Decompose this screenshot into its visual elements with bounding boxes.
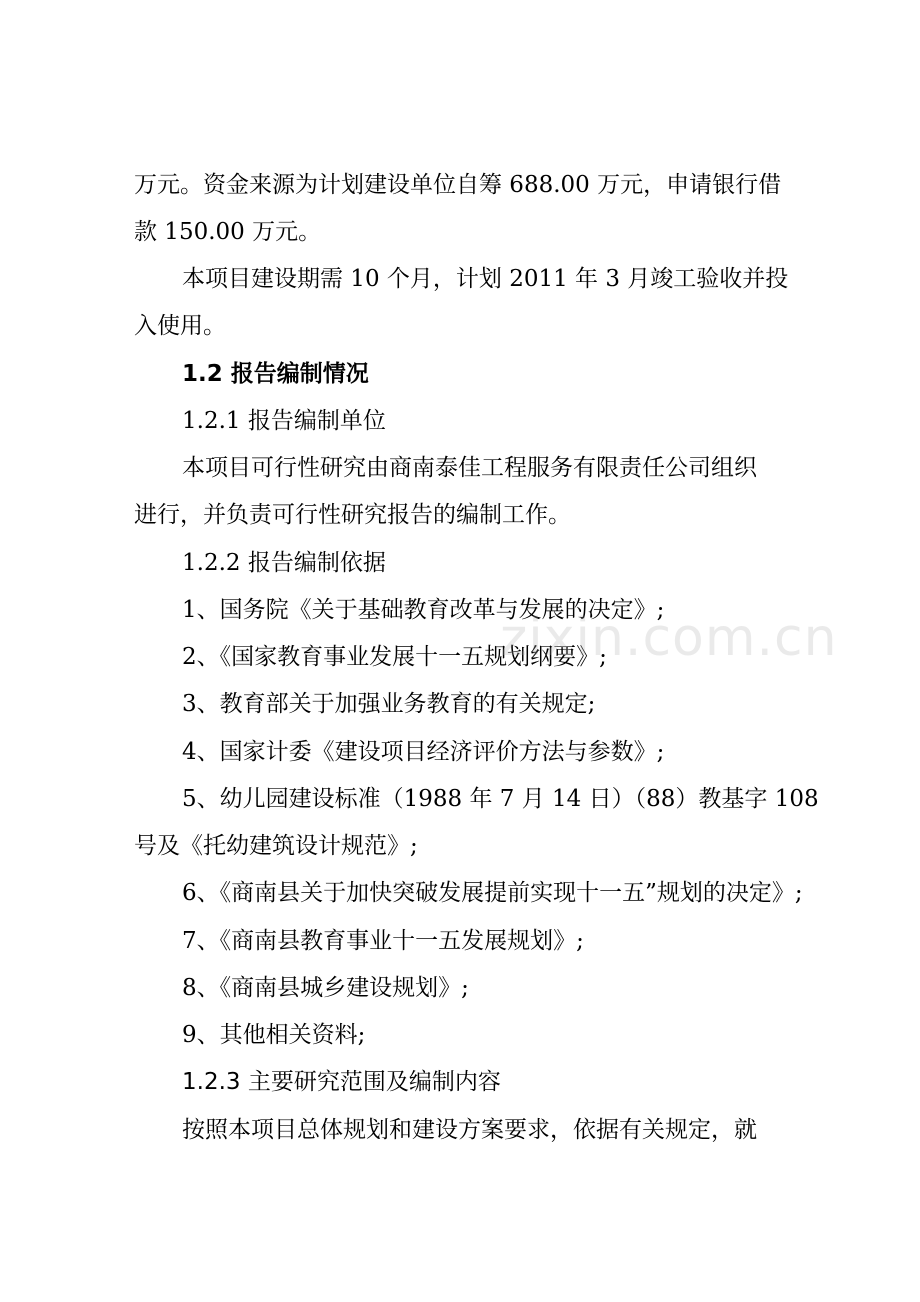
basis-item-4: 4、国家计委《建设项目经济评价方法与参数》;	[182, 739, 665, 765]
paragraph-unit-line-1: 本项目可行性研究由商南泰佳工程服务有限责任公司组织	[182, 455, 757, 481]
subsection-heading-1-2-3: 1.2.3 主要研究范围及编制内容	[182, 1069, 501, 1095]
paragraph-funding-line-1: 万元。资金来源为计划建设单位自筹 688.00 万元，申请银行借	[134, 172, 782, 198]
basis-item-6: 6、《商南县关于加快突破发展提前实现十一五”规划的决定》;	[182, 880, 803, 906]
basis-item-5: 5、幼儿园建设标准（1988 年 7 月 14 日）（88）教基字 108	[182, 786, 819, 812]
paragraph-unit-line-2: 进行，并负责可行性研究报告的编制工作。	[134, 502, 571, 528]
subsection-heading-1-2-1: 1.2.1 报告编制单位	[182, 408, 386, 434]
paragraph-schedule-line-2: 入使用。	[134, 313, 226, 339]
basis-item-3: 3、教育部关于加强业务教育的有关规定;	[182, 691, 596, 717]
basis-item-7: 7、《商南县教育事业十一五发展规划》;	[182, 928, 584, 954]
paragraph-scope-line-1: 按照本项目总体规划和建设方案要求，依据有关规定，就	[182, 1117, 757, 1143]
basis-item-5-continued: 号及《托幼建筑设计规范》;	[134, 833, 418, 859]
paragraph-schedule-line-1: 本项目建设期需 10 个月，计划 2011 年 3 月竣工验收并投	[182, 266, 789, 292]
basis-item-9: 9、其他相关资料;	[182, 1022, 366, 1048]
watermark: zixin.com.cn	[500, 608, 838, 668]
section-heading-1-2: 1.2 报告编制情况	[182, 361, 369, 387]
paragraph-funding-line-2: 款 150.00 万元。	[134, 219, 322, 245]
basis-item-8: 8、《商南县城乡建设规划》;	[182, 975, 469, 1001]
subsection-heading-1-2-2: 1.2.2 报告编制依据	[182, 550, 386, 576]
basis-item-1: 1、国务院《关于基础教育改革与发展的决定》;	[182, 597, 665, 623]
basis-item-2: 2、《国家教育事业发展十一五规划纲要》;	[182, 644, 607, 670]
